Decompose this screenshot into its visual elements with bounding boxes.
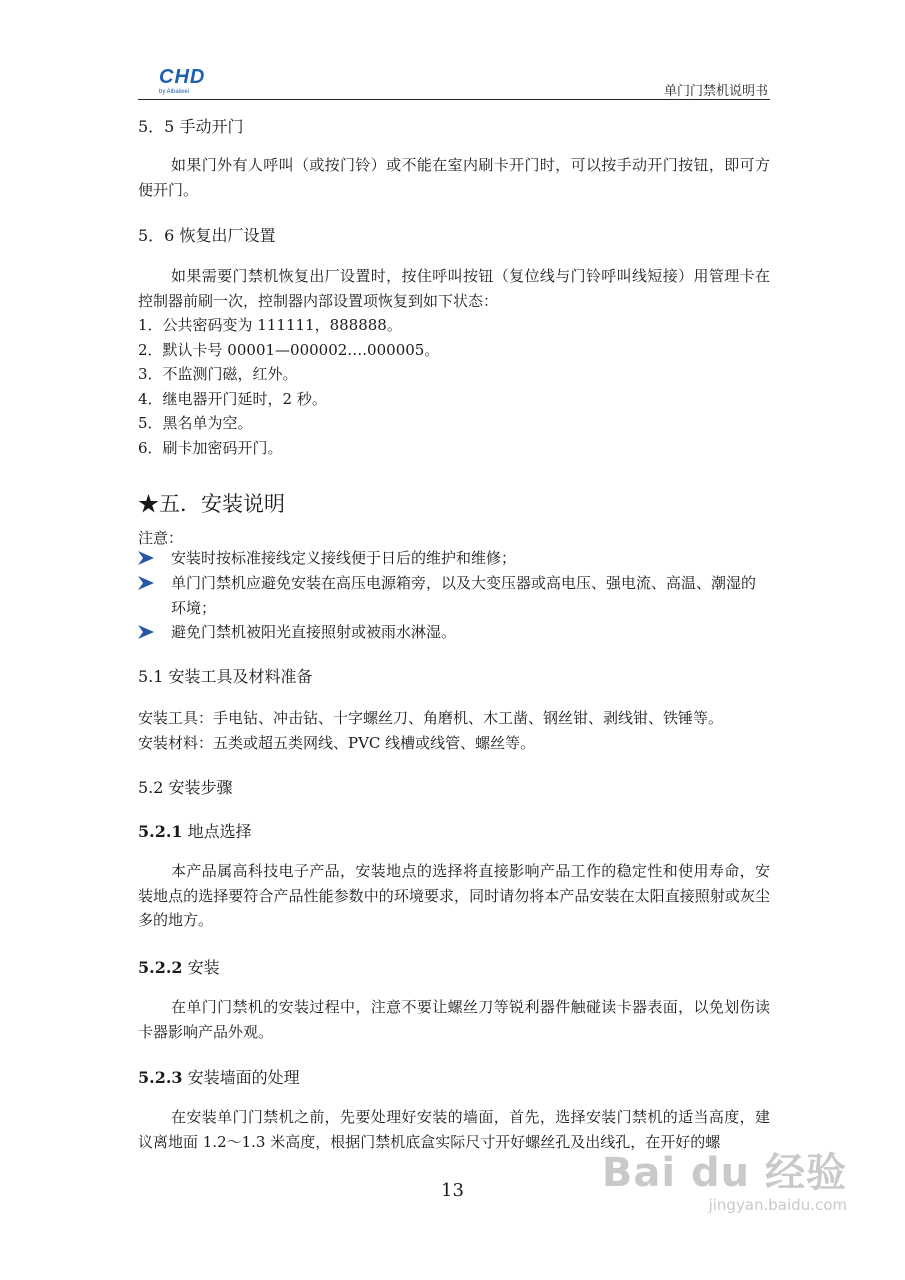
- section-5-2-2-body: 在单门门禁机的安装过程中，注意不要让螺丝刀等锐利器件触碰读卡器表面，以免划伤读卡器影响产品外观。: [138, 998, 770, 1041]
- section-5-2-heading: 5.2 安装步骤: [138, 778, 233, 797]
- baidu-watermark: [602, 1150, 847, 1214]
- section-5-2-3-heading: [138, 1065, 300, 1088]
- section-title: 安装墙面的处理: [187, 1068, 300, 1087]
- section-5-2-3-body: 在安装单门门禁机之前，先要处理好安装的墙面，首先，选择安装门禁机的适当高度，建议离地面 1.2～1.3 米高度，根据门禁机底盒实际尺寸开好螺丝孔及出线孔，在开好的螺: [138, 1108, 770, 1151]
- section-5-2-1-heading: [138, 819, 252, 842]
- logo-text: CHD: [159, 66, 206, 88]
- list-item: 2．默认卡号 00001—000002….000005。: [138, 340, 440, 359]
- section-5-2-1-body: 本产品属高科技电子产品，安装地点的选择将直接影响产品工作的稳定性和使用寿命，安装地点的选择要符合产品性能参数中的环境要求，同时请勿将本产品安装在太阳直接照射或灰尘多的地方。: [138, 862, 770, 929]
- logo-subtext: by Aibaiwei: [159, 89, 190, 95]
- materials-line: 安装材料：五类或超五类网线、PVC 线槽或线管、螺丝等。: [138, 734, 536, 752]
- note-item: 单门门禁机应避免安装在高压电源箱旁，以及大变压器或高电压、强电流、高温、潮湿的环境；: [138, 571, 770, 620]
- list-item: 1．公共密码变为 111111，888888。: [138, 316, 402, 334]
- note-label: 注意：: [138, 529, 184, 547]
- arrow-bullet-icon: [138, 625, 154, 639]
- chapter-5-heading: ★五．安装说明: [138, 492, 285, 516]
- list-item: 5．黑名单为空。: [138, 414, 253, 432]
- section-number: 5.2.1: [138, 822, 183, 841]
- section-5-1-heading: 5.1 安装工具及材料准备: [138, 667, 313, 686]
- list-item: 4．继电器开门延时，2 秒。: [138, 389, 327, 408]
- section-title: 安装: [187, 958, 220, 977]
- list-item: 6．刷卡加密码开门。: [138, 438, 283, 457]
- section-5-6-body: 如果需要门禁机恢复出厂设置时，按住呼叫按钮（复位线与门铃呼叫线短接）用管理卡在控制器前刷一次，控制器内部设置项恢复到如下状态：: [138, 267, 770, 310]
- section-5-2-2-heading: [138, 955, 220, 978]
- company-logo: [159, 66, 211, 100]
- section-number: 5.2.2: [138, 958, 183, 977]
- section-5-6-heading: 5．6 恢复出厂设置: [138, 226, 276, 245]
- note-item: 避免门禁机被阳光直接照射或被雨水淋湿。: [138, 620, 770, 645]
- document-title: 单门门禁机说明书: [663, 84, 768, 99]
- section-title: 地点选择: [187, 822, 252, 841]
- section-number: 5.2.3: [138, 1068, 183, 1087]
- arrow-bullet-icon: [138, 551, 154, 565]
- arrow-bullet-icon: [138, 576, 154, 590]
- reset-state-list: [138, 313, 439, 460]
- tools-line: 安装工具：手电钻、冲击钻、十字螺丝刀、角磨机、木工凿、钢丝钳、剥线钳、铁锤等。: [138, 709, 724, 727]
- watermark-logo-text: Bai du 经验: [601, 1150, 847, 1196]
- header-divider: [138, 99, 770, 100]
- section-5-5-heading: 5．5 手动开门: [138, 117, 244, 136]
- note-item: 安装时按标准接线定义接线便于日后的维护和维修；: [138, 546, 770, 571]
- watermark-url: jingyan.baidu.com: [708, 1196, 847, 1214]
- page-number: 13: [441, 1180, 464, 1201]
- list-item: 3．不监测门磁，红外。: [138, 365, 298, 383]
- section-5-5-body: 如果门外有人呼叫（或按门铃）或不能在室内刷卡开门时，可以按手动开门按钮，即可方便开门。: [138, 156, 770, 199]
